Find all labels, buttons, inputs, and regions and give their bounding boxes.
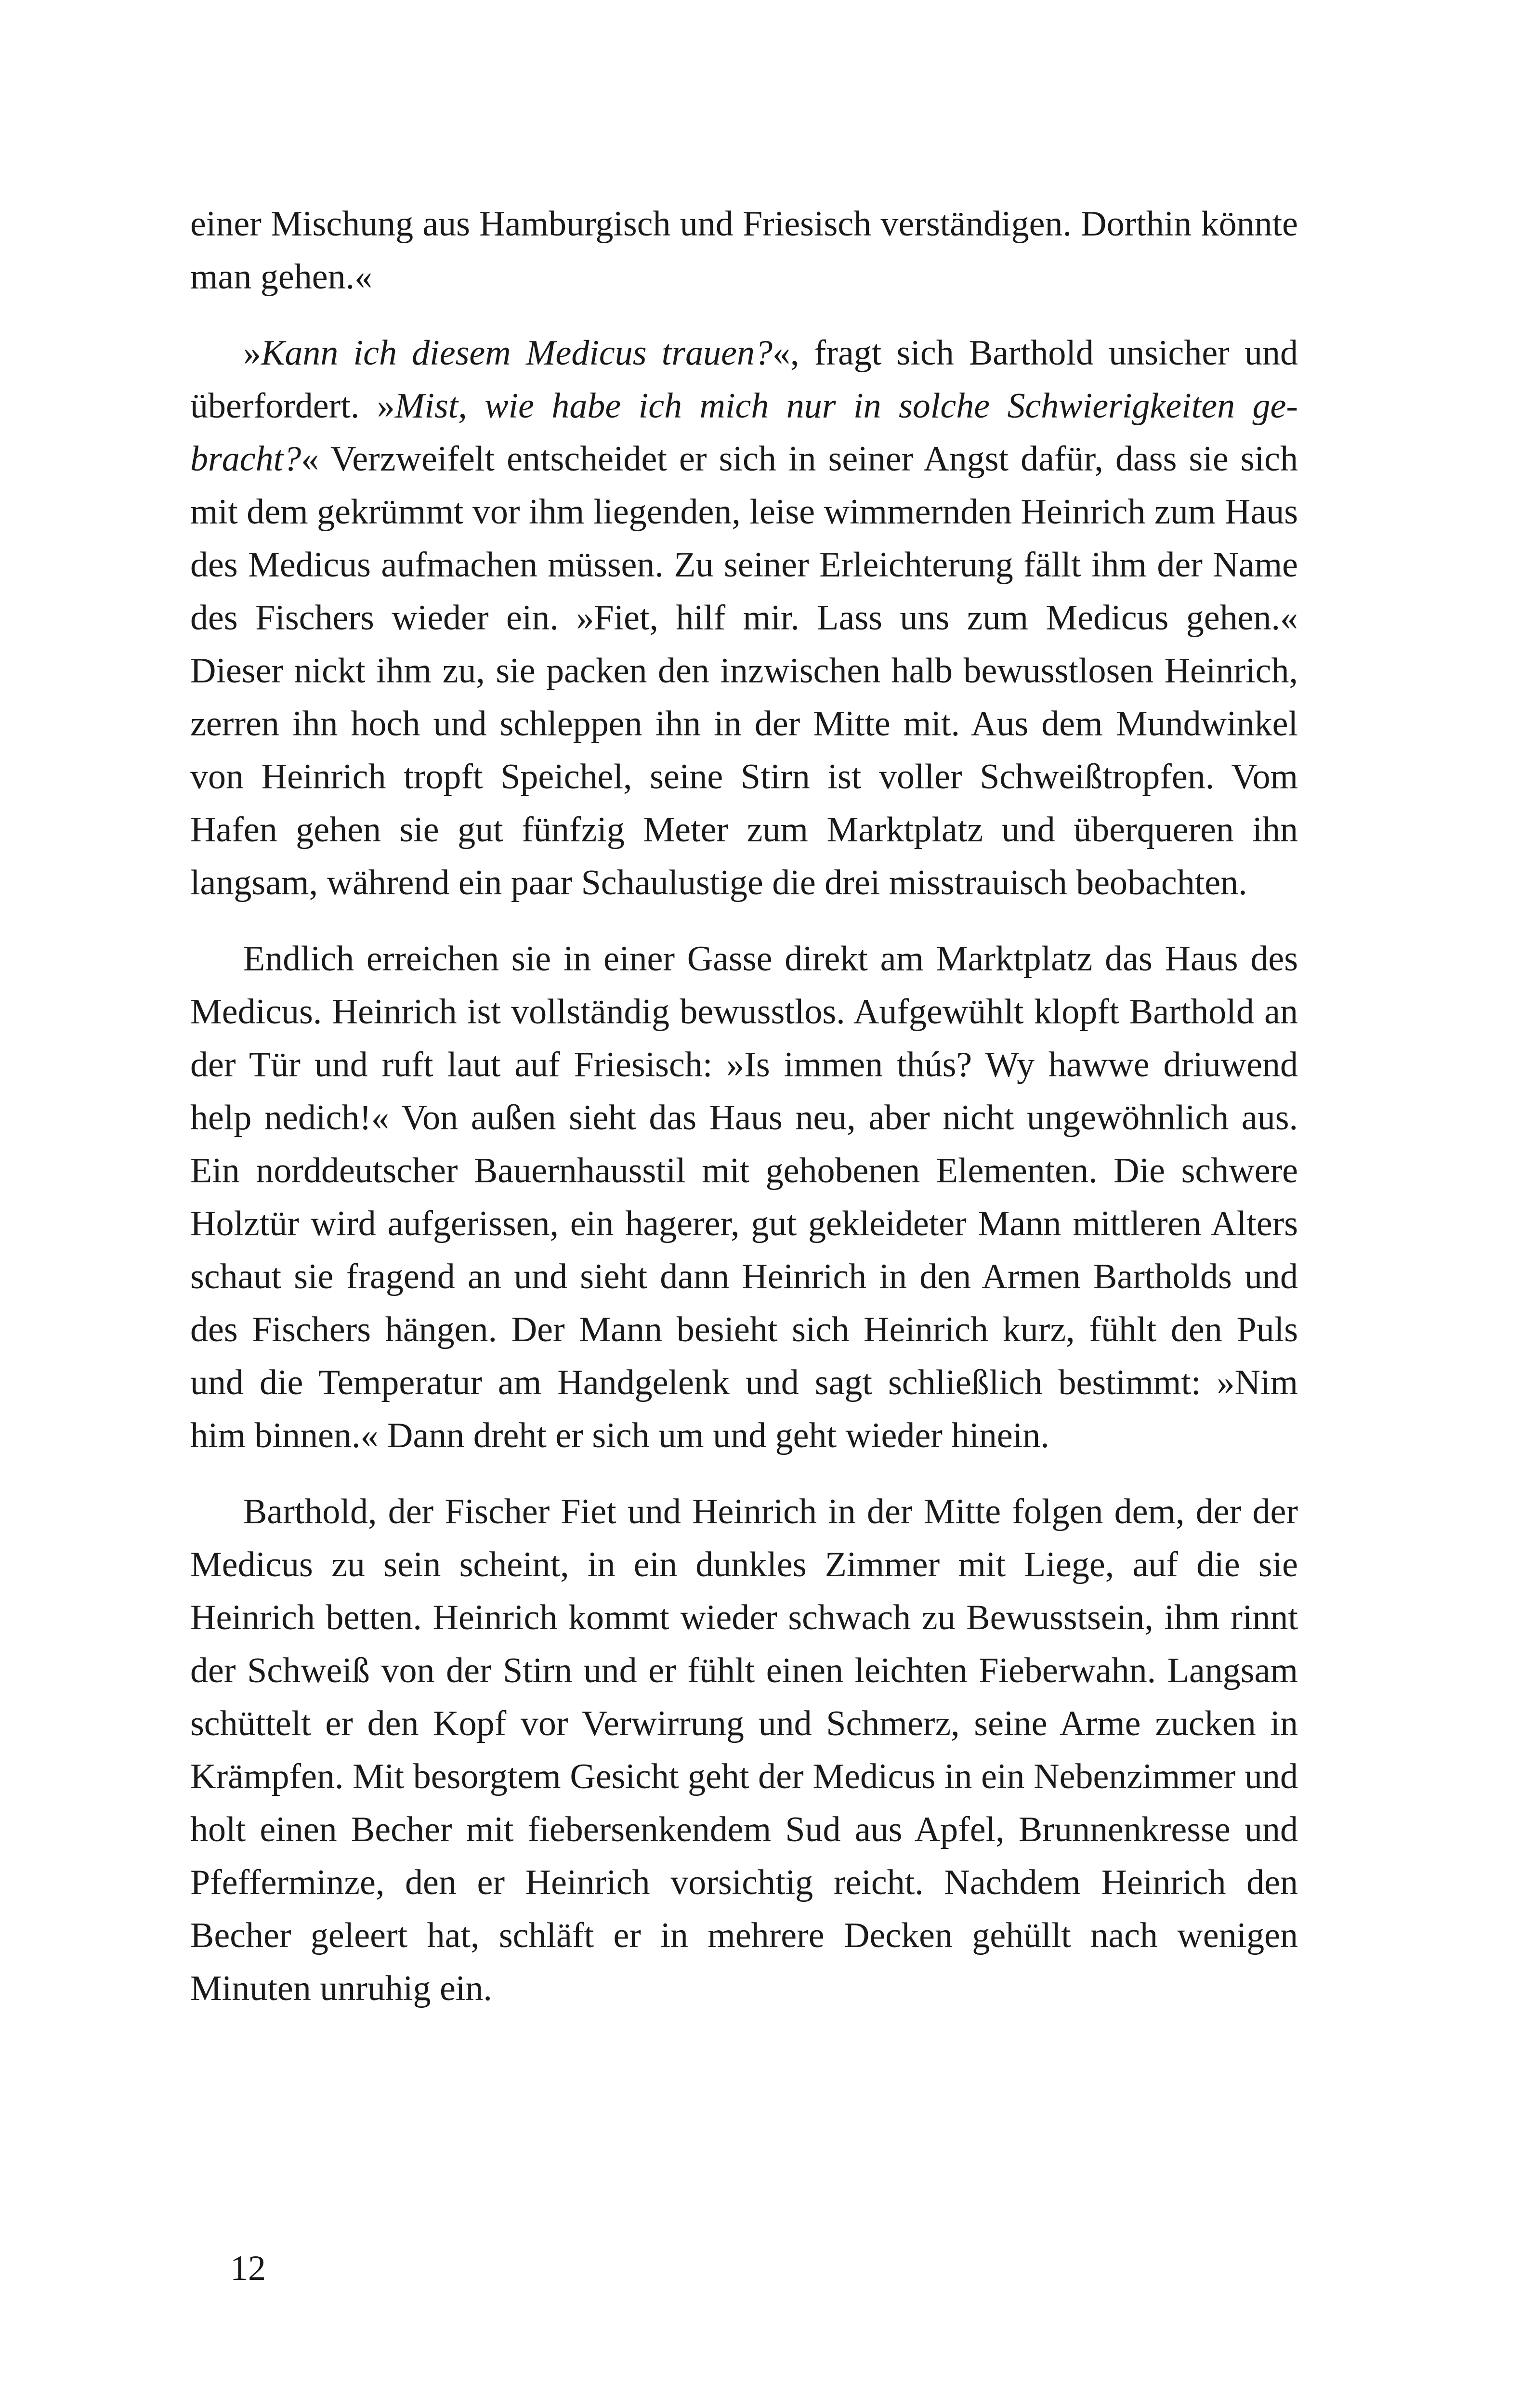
body-text <box>190 197 1298 2015</box>
paragraph-2-seg-4: Mist, wie habe ich mich nur in solche Schwierigkeiten gebracht? <box>190 386 1298 479</box>
paragraph-3-text: Endlich erreichen sie in einer Gasse direkt am Marktplatz das Haus des Medicus. Heinrich ist vollständig bewusstlos. Aufgewühlt klopft Barthold an der Tür und ruft laut auf Friesisch: »Is immen thús? Wy hawwe driuwend help nedich!« Von außen sieht das Haus neu, aber nicht ungewöhnlich aus. Ein norddeutscher Bauernhausstil mit gehobenen Elementen. Die schwere Holztür wird aufgerissen, ein hagerer, gut gekleideter Mann mittleren Alters schaut sie fragend an und sieht dann Heinrich in den Armen Bartholds und des Fischers hängen. Der Mann besieht sich Heinrich kurz, fühlt den Puls und die Temperatur am Handgelenk und sagt schließlich bestimmt: »Nim him binnen.« Dann dreht er sich um und geht wieder hinein. <box>190 939 1298 1455</box>
paragraph-4 <box>190 1485 1298 2015</box>
paragraph-2 <box>190 327 1298 909</box>
paragraph-3 <box>190 932 1298 1462</box>
paragraph-2-seg-1: » <box>243 333 261 373</box>
paragraph-2-seg-5: « Verzweifelt entscheidet er sich in seiner Angst dafür, dass sie sich mit dem gekrümmt vor ihm liegenden, leise wimmernden Heinrich zum Haus des Medicus aufmachen müssen. Zu seiner Erleichterung fällt ihm der Name des Fischers wieder ein. »Fiet, hilf mir. Lass uns zum Medicus gehen.« Dieser nickt ihm zu, sie packen den inzwischen halb bewusstlosen Heinrich, zerren ihn hoch und schleppen ihn in der Mitte mit. Aus dem Mundwinkel von Heinrich tropft Speichel, seine Stirn ist voller Schweißtropfen. Vom Hafen gehen sie gut fünfzig Meter zum Marktplatz und überqueren ihn langsam, während ein paar Schaulustige die drei misstrauisch beobachten. <box>190 439 1298 903</box>
paragraph-2-seg-3: «, fragt sich Barthold unsicher und überfordert. » <box>190 333 1298 426</box>
paragraph-1-text: einer Mischung aus Hamburgisch und Friesisch verständigen. Dorthin könnte man gehen.« <box>190 204 1298 297</box>
paragraph-4-text: Barthold, der Fischer Fiet und Heinrich in der Mitte folgen dem, der der Medicus zu sein scheint, in ein dunkles Zimmer mit Liege, auf die sie Heinrich betten. Heinrich kommt wieder schwach zu Bewusstsein, ihm rinnt der Schweiß von der Stirn und er fühlt einen leichten Fieberwahn. Langsam schüttelt er den Kopf vor Verwirrung und Schmerz, seine Arme zucken in Krämpfen. Mit besorgtem Gesicht geht der Medicus in ein Nebenzimmer und holt einen Becher mit fiebersenkendem Sud aus Apfel, Brunnenkresse und Pfefferminze, den er Heinrich vorsichtig reicht. Nachdem Heinrich den Becher geleert hat, schläft er in mehrere Decken gehüllt nach wenigen Minuten unruhig ein. <box>190 1492 1298 2008</box>
paragraph-1 <box>190 197 1298 303</box>
page-number: 12 <box>230 2249 266 2288</box>
paragraph-2-seg-2: Kann ich diesem Medicus trauen? <box>261 333 773 373</box>
